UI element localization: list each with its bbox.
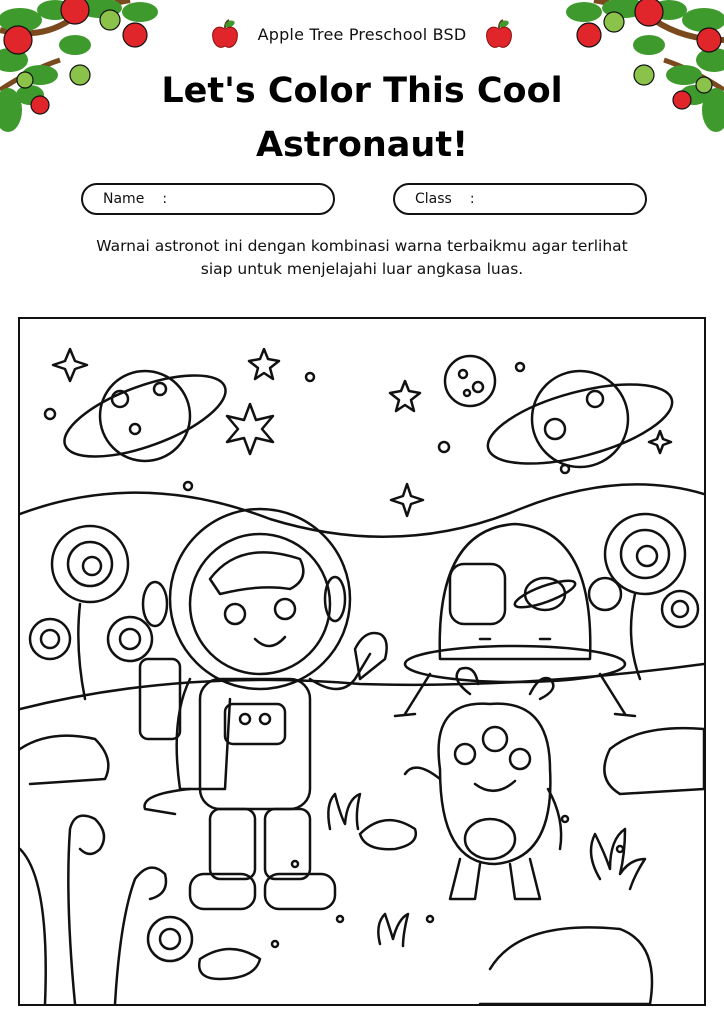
apple-icon: [484, 18, 514, 50]
swirl-plant-left: [30, 526, 152, 699]
ringed-planet-left: [55, 359, 235, 474]
page-title: [0, 64, 724, 172]
tentacle-plant: [20, 816, 192, 1004]
rock: [20, 728, 704, 1004]
instruction-line-1: Warnai astronot ini dengan kombinasi warna terbaikmu agar terlihat: [96, 237, 628, 255]
name-colon: :: [162, 191, 168, 207]
star-icon: [249, 349, 279, 379]
school-header: [0, 18, 724, 50]
name-field[interactable]: [81, 183, 335, 215]
star-icon: [390, 381, 420, 411]
apple-icon: [210, 18, 240, 50]
alien: [405, 668, 561, 899]
coloring-picture: [18, 317, 706, 1006]
instruction-text: [50, 235, 674, 281]
star-icon: [391, 484, 423, 516]
star-icon: [53, 349, 87, 381]
title-line-1: Let's Color This Cool: [161, 71, 563, 111]
star-icon: [649, 431, 671, 453]
name-label: Name: [103, 191, 145, 207]
class-field[interactable]: [393, 183, 647, 215]
title-line-2: Astronaut!: [255, 125, 469, 165]
school-name: Apple Tree Preschool BSD: [257, 24, 467, 44]
astronaut: [140, 509, 387, 909]
star-icon: [227, 404, 273, 454]
instruction-line-2: siap untuk menjelajahi luar angkasa luas.: [200, 260, 524, 278]
spaceship: [395, 524, 635, 716]
class-colon: :: [469, 191, 475, 207]
small-moon: [445, 356, 495, 406]
ringed-planet-right: [480, 369, 680, 480]
class-label: Class: [415, 191, 452, 207]
